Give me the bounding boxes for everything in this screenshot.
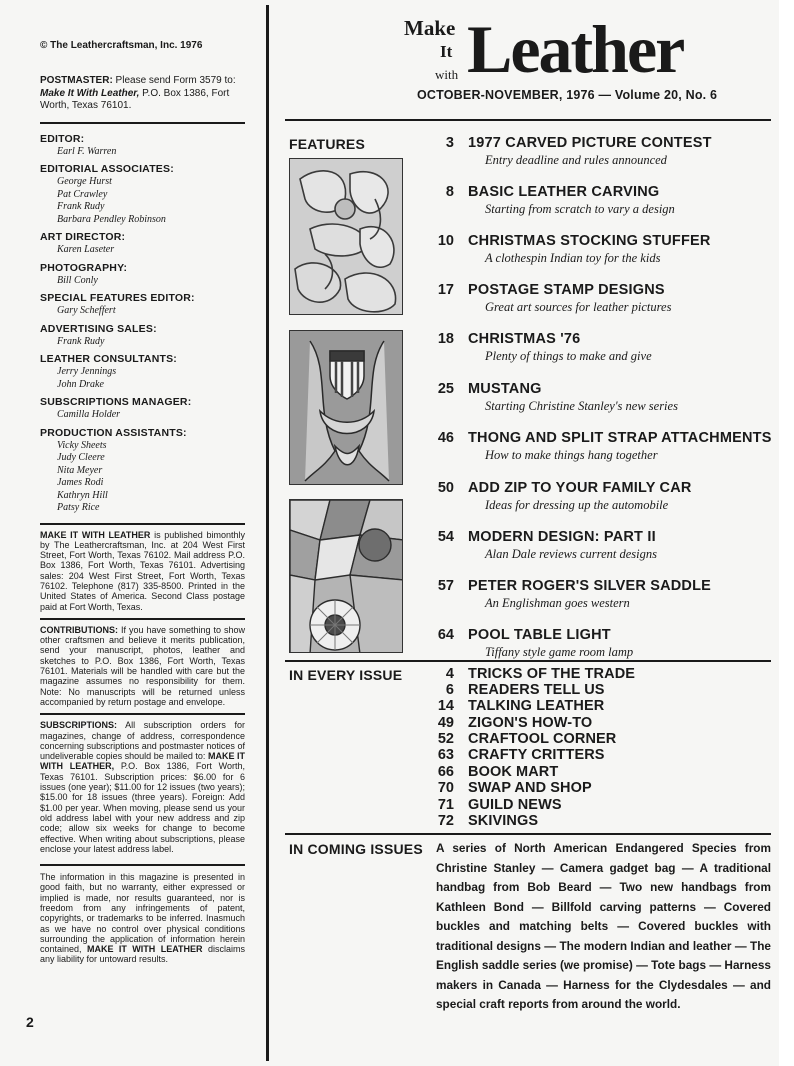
carved-shield-image bbox=[290, 331, 403, 485]
divider bbox=[40, 122, 245, 124]
staff-name: Nita Meyer bbox=[57, 464, 103, 476]
staff-name: John Drake bbox=[57, 378, 104, 390]
page-edge bbox=[779, 0, 794, 1066]
subscriptions-magazine-name: MAKE IT WITH LEATHER, bbox=[40, 751, 246, 772]
section-label-features: FEATURES bbox=[289, 136, 366, 152]
magazine-logo bbox=[404, 11, 724, 87]
feature-title: PETER ROGER'S SILVER SADDLE bbox=[468, 578, 712, 594]
staff-name: Frank Rudy bbox=[57, 201, 105, 212]
feature-page-number: 18 bbox=[437, 331, 454, 347]
divider bbox=[40, 618, 245, 620]
feature-page-number: 10 bbox=[437, 233, 454, 249]
department-page-number: 72 bbox=[437, 813, 454, 829]
staff-group bbox=[40, 231, 245, 257]
logo-make: Make bbox=[404, 16, 456, 40]
divider bbox=[40, 523, 245, 525]
feature-description: Starting from scratch to vary a design bbox=[485, 202, 675, 216]
staff-name: Pat Crawley bbox=[57, 188, 108, 200]
masthead-credits-column bbox=[40, 40, 245, 965]
disclaimer-tail: disclaims any liability for untoward results. bbox=[40, 944, 245, 965]
staff-group bbox=[40, 133, 245, 159]
feature-description: Alan Dale reviews current designs bbox=[485, 547, 657, 561]
department-title: CRAFTY CRITTERS bbox=[468, 747, 605, 763]
staff-name: Karen Laseter bbox=[57, 244, 115, 255]
department-title: TRICKS OF THE TRADE bbox=[468, 666, 636, 682]
divider bbox=[285, 660, 771, 662]
feature-description: Starting Christine Stanley's new series bbox=[485, 399, 678, 413]
feature-title: MODERN DESIGN: PART II bbox=[468, 529, 656, 545]
contributions-label: CONTRIBUTIONS: bbox=[40, 624, 118, 635]
staff-name: James Rodi bbox=[57, 477, 104, 488]
section-label-coming-issues: IN COMING ISSUES bbox=[289, 841, 423, 857]
staff-group bbox=[40, 262, 245, 288]
disclaimer-magazine-name: MAKE IT WITH LEATHER bbox=[86, 944, 203, 955]
staff-role: LEATHER CONSULTANTS: bbox=[40, 353, 177, 365]
postmaster-notice bbox=[40, 75, 245, 113]
staff-name: Earl F. Warren bbox=[57, 145, 117, 157]
postmaster-address: P.O. Box 1386, Fort Worth, Texas 76101. bbox=[40, 87, 230, 111]
department-entry[interactable] bbox=[420, 780, 780, 797]
staff-role: SUBSCRIPTIONS MANAGER: bbox=[40, 396, 192, 408]
department-page-number: 70 bbox=[437, 780, 454, 796]
department-title: READERS TELL US bbox=[468, 682, 605, 698]
feature-title: BASIC LEATHER CARVING bbox=[468, 184, 660, 200]
department-title: CRAFTOOL CORNER bbox=[468, 731, 617, 747]
department-page-number: 52 bbox=[437, 731, 454, 747]
department-page-number: 6 bbox=[445, 682, 454, 698]
feature-description: How to make things hang together bbox=[485, 448, 658, 462]
feature-page-number: 17 bbox=[437, 282, 454, 298]
copyright-notice: © The Leathercraftsman, Inc. 1976 bbox=[40, 40, 203, 51]
staff-role: PHOTOGRAPHY: bbox=[40, 261, 128, 274]
column-divider bbox=[266, 5, 269, 1061]
staff-role: ART DIRECTOR: bbox=[40, 231, 126, 243]
staff-name: Jerry Jennings bbox=[57, 366, 117, 377]
stained-glass-photo bbox=[289, 499, 403, 653]
department-page-number: 14 bbox=[437, 698, 454, 714]
department-entry[interactable] bbox=[420, 813, 780, 830]
subscriptions-info bbox=[40, 720, 245, 854]
feature-title: POSTAGE STAMP DESIGNS bbox=[468, 282, 665, 298]
feature-page-number: 3 bbox=[445, 135, 454, 151]
feature-title: ADD ZIP TO YOUR FAMILY CAR bbox=[468, 480, 692, 496]
department-title: BOOK MART bbox=[468, 764, 559, 780]
staff-list bbox=[40, 133, 245, 515]
logo-leather: Leather bbox=[467, 11, 684, 87]
department-title: GUILD NEWS bbox=[468, 797, 562, 813]
section-label-every-issue: IN EVERY ISSUE bbox=[289, 667, 403, 683]
staff-group bbox=[40, 427, 245, 515]
feature-title: MUSTANG bbox=[468, 381, 542, 397]
staff-name: Patsy Rice bbox=[57, 502, 100, 513]
staff-group bbox=[40, 163, 245, 226]
issue-date-volume: OCTOBER-NOVEMBER, 1976 — Volume 20, No. 6 bbox=[417, 88, 718, 102]
feature-description: Ideas for dressing up the automobile bbox=[485, 498, 669, 512]
feature-page-number: 57 bbox=[437, 578, 454, 594]
logo-with: with bbox=[435, 67, 459, 82]
feature-title: THONG AND SPLIT STRAP ATTACHMENTS bbox=[468, 430, 772, 446]
feature-description: Tiffany style game room lamp bbox=[485, 645, 634, 659]
department-entry[interactable] bbox=[420, 731, 780, 748]
department-entry[interactable] bbox=[420, 797, 780, 814]
coming-issues-text: A series of North American Endangered Species from Christine Stanley — Camera gadget bag — A traditional handbag from Bob Beard — Two new handbags from Kathleen Bond — Billfold carving patterns — Covered buckles and matching belts — Covered buckles with traditional designs — The modern Indian and leather — The English saddle series (we promise) — Tote bags — Harness makers in Canada — Harness for the Clydesdales — and special craft reports from around the world. bbox=[436, 841, 771, 1011]
postmaster-text: Please send Form 3579 to: bbox=[112, 75, 236, 86]
staff-role: EDITORIAL ASSOCIATES: bbox=[40, 163, 174, 175]
feature-page-number: 50 bbox=[437, 480, 454, 496]
staff-name: Judy Cleere bbox=[57, 452, 105, 463]
department-page-number: 63 bbox=[437, 747, 454, 763]
department-entry[interactable] bbox=[420, 764, 780, 781]
subscriptions-label: SUBSCRIPTIONS: bbox=[40, 720, 118, 731]
department-entry[interactable] bbox=[420, 698, 780, 715]
department-title: SKIVINGS bbox=[468, 813, 539, 829]
staff-group bbox=[40, 323, 245, 349]
staff-role: SPECIAL FEATURES EDITOR: bbox=[40, 292, 195, 304]
carved-floral-image bbox=[290, 159, 403, 315]
feature-page-number: 64 bbox=[437, 627, 454, 643]
department-page-number: 4 bbox=[445, 666, 454, 682]
staff-group bbox=[40, 353, 245, 391]
publication-info-text: is published bimonthly by The Leathercraftsman, Inc. at 204 West First Street, Fort Worth, Texas 76102. Mail address P.O. Box 1386, Fort Worth, Texas 76101. Advertising sales: 204 West First Street, Fort Worth, Texas 76102. Telephone (817) 335-8500. Printed in the United States of America. Second Class postage paid at Fort Worth, Texas. bbox=[40, 529, 245, 612]
staff-name: Frank Rudy bbox=[57, 335, 105, 347]
feature-title: 1977 CARVED PICTURE CONTEST bbox=[468, 135, 712, 151]
divider bbox=[40, 713, 245, 715]
feature-page-number: 8 bbox=[445, 184, 454, 200]
publication-info bbox=[40, 530, 245, 612]
department-title: ZIGON'S HOW-TO bbox=[468, 715, 593, 731]
logo-it: It bbox=[440, 42, 453, 61]
staff-role: ADVERTISING SALES: bbox=[40, 322, 157, 335]
feature-page-number: 46 bbox=[437, 430, 454, 446]
subscriptions-prices: P.O. Box 1386, Fort Worth, Texas 76101. Subscription prices: $6.00 for 6 issues (one year); $11.00 for 12 issues (two years); $15.00 for 18 issues (three years). Foreign: Add $1.00 per year. When moving, please send us your old address label with your new address and zip code; allow six weeks for change to become effective. When writing about subscriptions, please enclose your latest address label. bbox=[40, 761, 246, 854]
postmaster-magazine-name: Make It With Leather, bbox=[40, 87, 140, 99]
feature-title: CHRISTMAS '76 bbox=[468, 331, 581, 347]
feature-description: A clothespin Indian toy for the kids bbox=[485, 251, 661, 265]
department-title: TALKING LEATHER bbox=[468, 698, 605, 714]
stained-glass-image bbox=[290, 500, 403, 653]
subscriptions-text: All subscription orders for magazines, change of address, correspondence concerning subscriptions and postmaster notices of undeliverable copies should be mailed to: bbox=[40, 720, 245, 762]
feature-page-number: 54 bbox=[437, 529, 454, 545]
disclaimer bbox=[40, 872, 245, 965]
carved-shield-photo bbox=[289, 330, 403, 485]
divider bbox=[40, 864, 245, 866]
staff-name: Gary Scheffert bbox=[57, 305, 116, 316]
feature-description: Plenty of things to make and give bbox=[485, 349, 652, 363]
divider bbox=[285, 119, 771, 121]
feature-page-number: 25 bbox=[437, 381, 454, 397]
disclaimer-text: The information in this magazine is presented in good faith, but no warranty, either expressed or implied is made, nor results guaranteed, nor is freedom from any infringements of patent, copyrights, or trademarks to be inferred. Inasmuch as we have no control over physical conditions surrounding the application of information herein contained, bbox=[40, 872, 245, 955]
staff-role: EDITOR: bbox=[40, 132, 85, 145]
staff-role: PRODUCTION ASSISTANTS: bbox=[40, 426, 187, 439]
department-title: SWAP AND SHOP bbox=[468, 780, 592, 796]
contributions-text: If you have something to show other craftsmen and believe it merits publication, send your manuscript, photos, leather and sketches to P.O. Box 1386, Fort Worth, Texas 76101. Materials will be handled with care but the magazine assumes no responsibility for them. Note: No manuscripts will be returned unless accompanied by return postage and envelope. bbox=[40, 624, 245, 707]
staff-name: Kathryn Hill bbox=[57, 489, 108, 501]
feature-description: Great art sources for leather pictures bbox=[485, 300, 672, 314]
staff-group bbox=[40, 292, 245, 318]
feature-description: An Englishman goes western bbox=[485, 596, 630, 610]
staff-name: Barbara Pendley Robinson bbox=[57, 213, 166, 225]
department-entry[interactable] bbox=[420, 666, 780, 683]
department-entry[interactable] bbox=[420, 715, 780, 732]
staff-name: Camilla Holder bbox=[57, 409, 121, 420]
divider bbox=[285, 833, 771, 835]
department-page-number: 66 bbox=[437, 764, 454, 780]
feature-title: CHRISTMAS STOCKING STUFFER bbox=[468, 233, 711, 249]
staff-name: Vicky Sheets bbox=[57, 439, 107, 451]
carved-floral-photo bbox=[289, 158, 403, 315]
page-number: 2 bbox=[26, 1014, 34, 1030]
department-page-number: 71 bbox=[437, 797, 454, 813]
feature-title: POOL TABLE LIGHT bbox=[468, 627, 611, 643]
department-entry[interactable] bbox=[420, 747, 780, 764]
staff-group bbox=[40, 396, 245, 422]
department-entry[interactable] bbox=[420, 682, 780, 699]
contributions-info bbox=[40, 625, 245, 707]
department-page-number: 49 bbox=[437, 715, 454, 731]
postmaster-label: POSTMASTER: bbox=[40, 75, 113, 86]
feature-description: Entry deadline and rules announced bbox=[485, 153, 667, 167]
staff-name: George Hurst bbox=[57, 176, 112, 187]
staff-name: Bill Conly bbox=[57, 274, 98, 286]
publication-info-title: MAKE IT WITH LEATHER bbox=[40, 529, 151, 540]
